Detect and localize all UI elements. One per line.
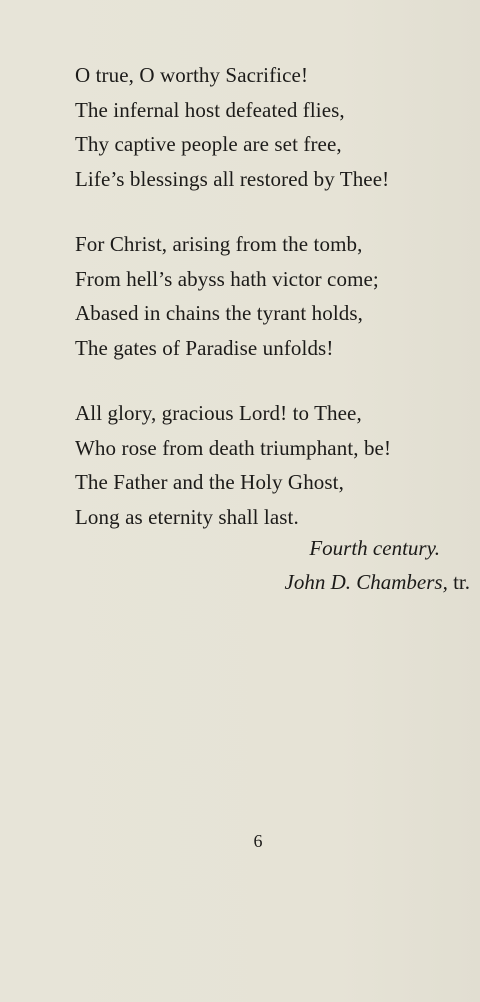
poem-line: Long as eternity shall last. <box>75 504 299 529</box>
attribution <box>170 531 470 599</box>
poem-line: The infernal host defeated flies, <box>75 97 345 122</box>
page-number: 6 <box>253 831 263 851</box>
poem-line: Who rose from death triumphant, be! <box>75 435 392 460</box>
attribution-translator <box>170 565 470 599</box>
poem-line: From hell’s abyss hath victor come; <box>75 266 379 291</box>
stanza-3 <box>75 396 475 534</box>
poem-line: For Christ, arising from the tomb, <box>75 232 363 256</box>
translator-suffix: tr. <box>453 570 470 594</box>
stanza-2 <box>75 227 475 365</box>
stanza-1 <box>75 58 475 196</box>
poem-line: The gates of Paradise unfolds! <box>75 335 334 360</box>
poem <box>75 58 475 565</box>
poem-line: Thy captive people are set free, <box>75 132 342 156</box>
poem-line: The Father and the Holy Ghost, <box>75 470 344 494</box>
poem-line: Life’s blessings all restored by Thee! <box>75 166 390 191</box>
attribution-period: Fourth century. <box>309 536 440 560</box>
poem-line: O true, O worthy Sacrifice! <box>75 63 309 87</box>
poem-line: Abased in chains the tyrant holds, <box>75 301 364 325</box>
translator-name: John D. Chambers, <box>284 570 448 594</box>
poem-line: All glory, gracious Lord! to Thee, <box>75 401 362 425</box>
